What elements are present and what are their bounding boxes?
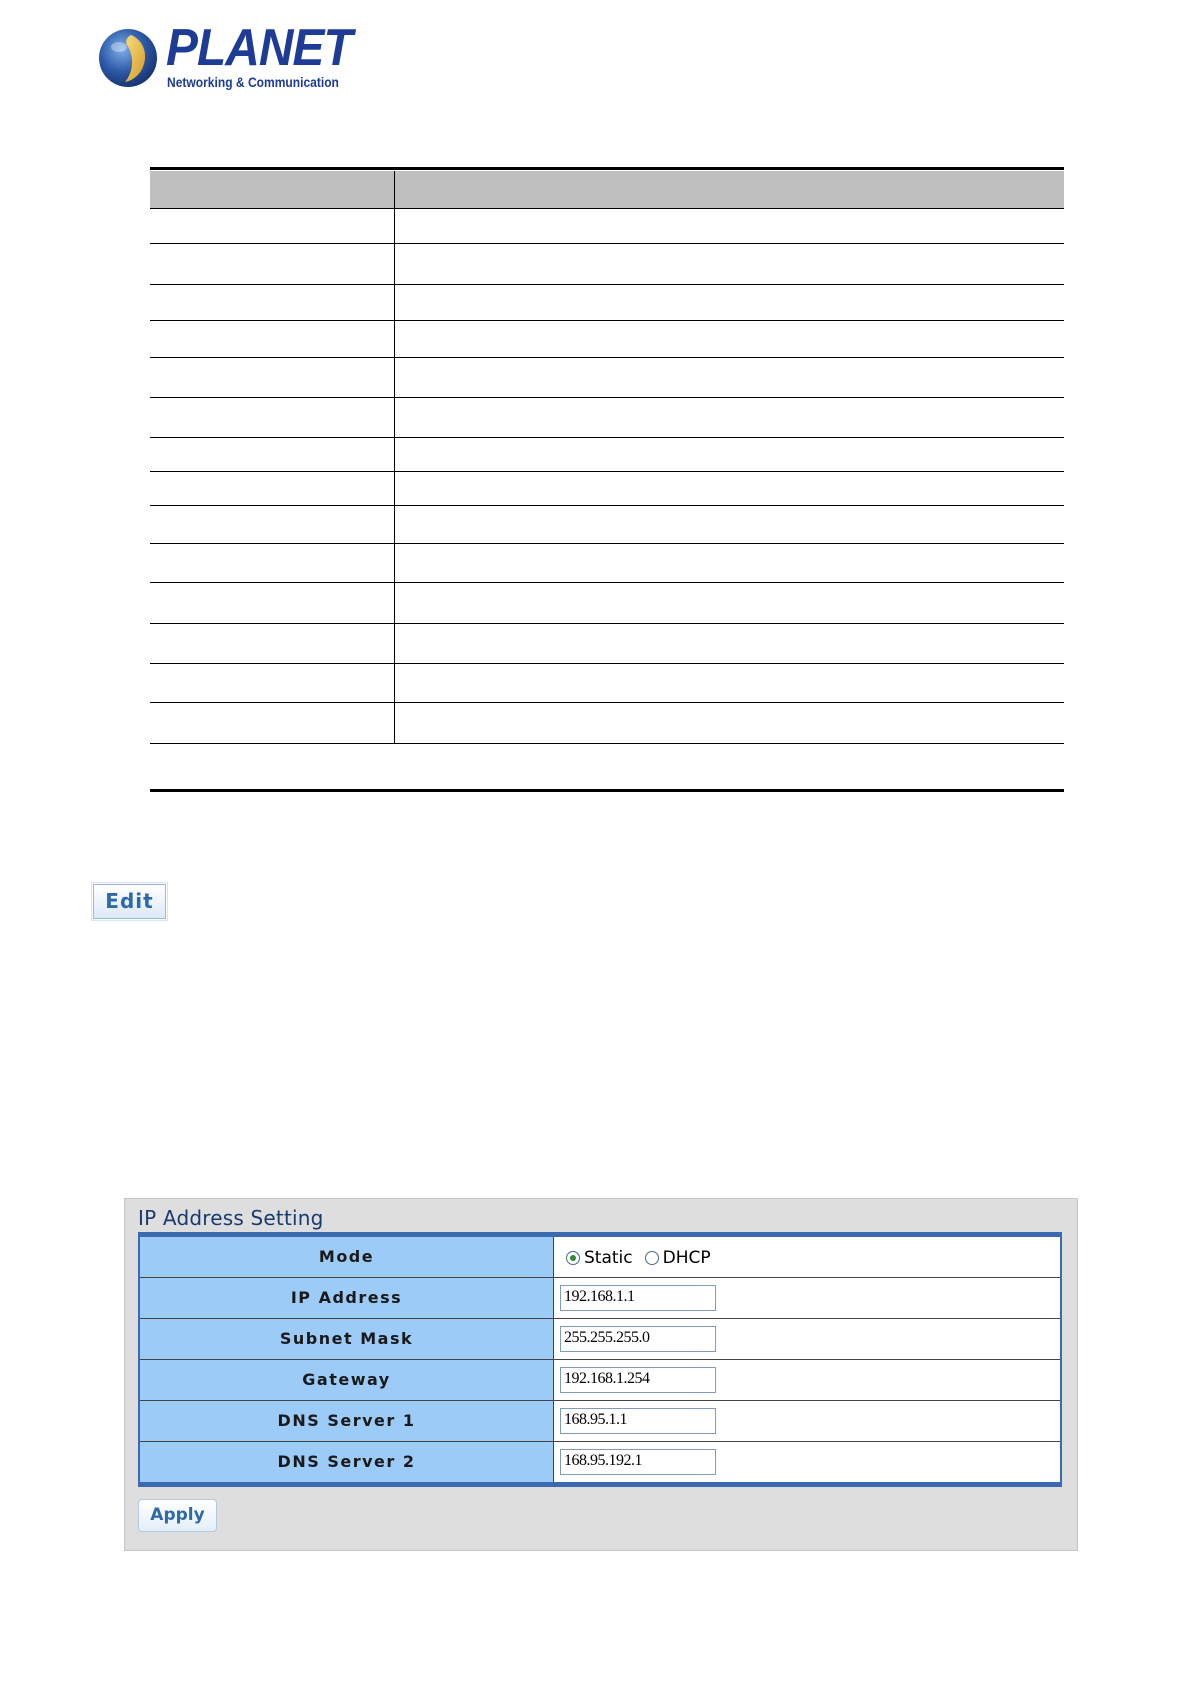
column-divider xyxy=(394,171,395,208)
column-divider xyxy=(394,358,395,397)
table-row xyxy=(150,398,1064,438)
ip-field-row xyxy=(140,1278,1060,1319)
apply-button[interactable]: Apply xyxy=(138,1499,217,1532)
panel-title: IP Address Setting xyxy=(138,1206,324,1230)
field-label: Subnet Mask xyxy=(140,1319,554,1359)
table-row xyxy=(150,583,1064,624)
table-row xyxy=(150,285,1064,321)
field-value-cell xyxy=(554,1319,1060,1359)
ip-field-row xyxy=(140,1319,1060,1360)
column-divider xyxy=(394,472,395,505)
table-row xyxy=(150,438,1064,472)
table-row xyxy=(150,321,1064,358)
table-header-row xyxy=(150,171,1064,209)
ip-address-setting-panel xyxy=(124,1198,1078,1551)
field-input[interactable]: 192.168.1.254 xyxy=(560,1367,716,1393)
table-row xyxy=(150,624,1064,664)
dhcp-radio[interactable] xyxy=(645,1251,659,1265)
field-input[interactable]: 168.95.192.1 xyxy=(560,1449,716,1475)
field-label: Gateway xyxy=(140,1360,554,1400)
field-label: IP Address xyxy=(140,1278,554,1318)
column-divider xyxy=(394,664,395,702)
mode-row xyxy=(140,1237,1060,1278)
ip-setting-table xyxy=(138,1232,1062,1487)
dhcp-radio-label[interactable]: DHCP xyxy=(662,1248,711,1268)
table-body xyxy=(150,209,1064,744)
table-row xyxy=(150,664,1064,703)
table-row xyxy=(150,506,1064,544)
table-row xyxy=(150,544,1064,583)
column-divider xyxy=(394,438,395,471)
table-row xyxy=(150,472,1064,506)
field-input[interactable]: 168.95.1.1 xyxy=(560,1408,716,1434)
field-value-cell xyxy=(554,1401,1060,1441)
column-divider xyxy=(394,209,395,243)
column-divider xyxy=(394,544,395,582)
planet-logo xyxy=(97,19,352,94)
logo-tagline: Networking & Communication xyxy=(167,74,339,90)
mode-value xyxy=(554,1237,1060,1277)
field-value-cell xyxy=(554,1442,1060,1482)
field-input[interactable]: 192.168.1.1 xyxy=(560,1285,716,1311)
edit-button[interactable]: Edit xyxy=(93,884,166,919)
static-radio[interactable] xyxy=(566,1251,580,1265)
table-row xyxy=(150,209,1064,244)
table-row xyxy=(150,703,1064,744)
column-divider xyxy=(394,703,395,743)
ip-field-row xyxy=(140,1401,1060,1442)
column-divider xyxy=(394,398,395,437)
table-bottom-rule xyxy=(150,789,1064,792)
logo-wordmark: PLANET xyxy=(166,19,352,77)
table-row xyxy=(150,358,1064,398)
field-value-cell xyxy=(554,1278,1060,1318)
ip-field-row xyxy=(140,1442,1060,1482)
ip-field-row xyxy=(140,1360,1060,1401)
column-divider xyxy=(394,244,395,284)
column-divider xyxy=(394,285,395,320)
table-top-rule xyxy=(150,167,1064,170)
mode-radio-group xyxy=(566,1248,723,1268)
field-input[interactable]: 255.255.255.0 xyxy=(560,1326,716,1352)
table-row xyxy=(150,244,1064,285)
field-label: DNS Server 1 xyxy=(140,1401,554,1441)
field-value-cell xyxy=(554,1360,1060,1400)
column-divider xyxy=(394,506,395,543)
mode-label: Mode xyxy=(140,1237,554,1277)
column-divider xyxy=(394,321,395,357)
planet-globe-icon xyxy=(97,27,159,89)
column-divider xyxy=(394,624,395,663)
static-radio-label[interactable]: Static xyxy=(584,1248,633,1268)
column-divider xyxy=(394,583,395,623)
field-label: DNS Server 2 xyxy=(140,1442,554,1482)
